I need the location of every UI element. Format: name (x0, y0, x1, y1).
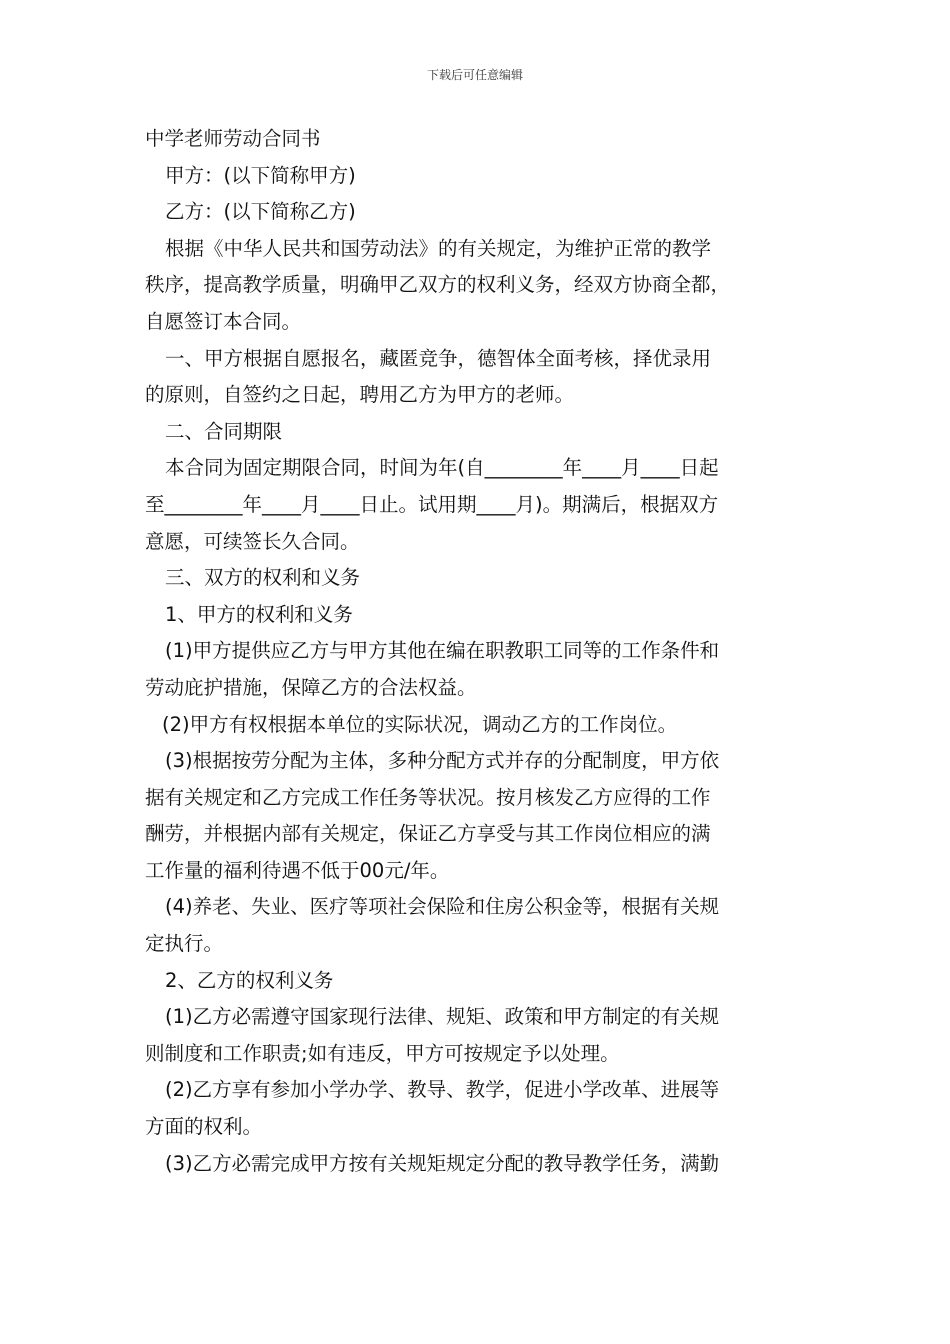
text-line: 工作量的福利待遇不低于00元/年。 (145, 858, 450, 882)
text-line: (2)甲方有权根据本单位的实际状况，调动乙方的工作岗位。 (162, 712, 678, 736)
text-line: (4)养老、失业、医疗等项社会保险和住房公积金等，根据有关规 (165, 895, 720, 919)
text-line: 1、甲方的权利和义务 (165, 602, 353, 626)
text-line: (3)乙方必需完成甲方按有关规矩规定分配的教导教学任务，满勤 (165, 1151, 720, 1175)
text-line: 意愿，可续签长久合同。 (145, 529, 360, 553)
text-line: 据有关规定和乙方完成工作任务等状况。按月核发乙方应得的工作 (145, 785, 711, 809)
text-line: 乙方：(以下简称乙方) (165, 200, 356, 224)
text-line: 劳动庇护措施，保障乙方的合法权益。 (145, 675, 477, 699)
text-line: (2)乙方享有参加小学办学、教导、教学，促进小学改革、进展等 (165, 1078, 720, 1102)
text-line: 秩序，提高教学质量，明确甲乙双方的权利义务，经双方协商全都， (145, 273, 731, 297)
document-body (145, 121, 825, 1182)
page-header: 下载后可任意编辑 (426, 68, 523, 82)
text-line: (1)甲方提供应乙方与甲方其他在编在职教职工同等的工作条件和 (165, 639, 720, 663)
document-title: 中学老师劳动合同书 (145, 127, 321, 150)
text-line: 一、甲方根据自愿报名，藏匿竞争，德智体全面考核，择优录用 (165, 346, 712, 370)
text-line: 至________年____月____日止。试用期____月)。期满后，根据双方 (145, 492, 719, 516)
text-line: 本合同为固定期限合同，时间为年(自________年____月____日起 (165, 456, 719, 480)
text-line: (1)乙方必需遵守国家现行法律、规矩、政策和甲方制定的有关规 (165, 1005, 720, 1029)
text-line: 甲方：(以下简称甲方) (165, 163, 356, 187)
text-line: 方面的权利。 (145, 1115, 263, 1139)
text-line: 2、乙方的权利义务 (165, 968, 334, 992)
text-line: 自愿签订本合同。 (145, 309, 302, 333)
text-line: 二、合同期限 (165, 419, 283, 443)
text-line: 根据《中华人民共和国劳动法》的有关规定，为维护正常的教学 (165, 236, 712, 260)
text-line: 的原则，自签约之日起，聘用乙方为甲方的老师。 (145, 383, 575, 407)
text-line: 则制度和工作职责;如有违反，甲方可按规定予以处理。 (145, 1041, 620, 1065)
text-line: 三、双方的权利和义务 (165, 566, 361, 590)
text-line: (3)根据按劳分配为主体，多种分配方式并存的分配制度，甲方依 (165, 749, 720, 773)
text-line: 定执行。 (145, 932, 224, 956)
text-line: 酬劳，并根据内部有关规定，保证乙方享受与其工作岗位相应的满 (145, 822, 711, 846)
